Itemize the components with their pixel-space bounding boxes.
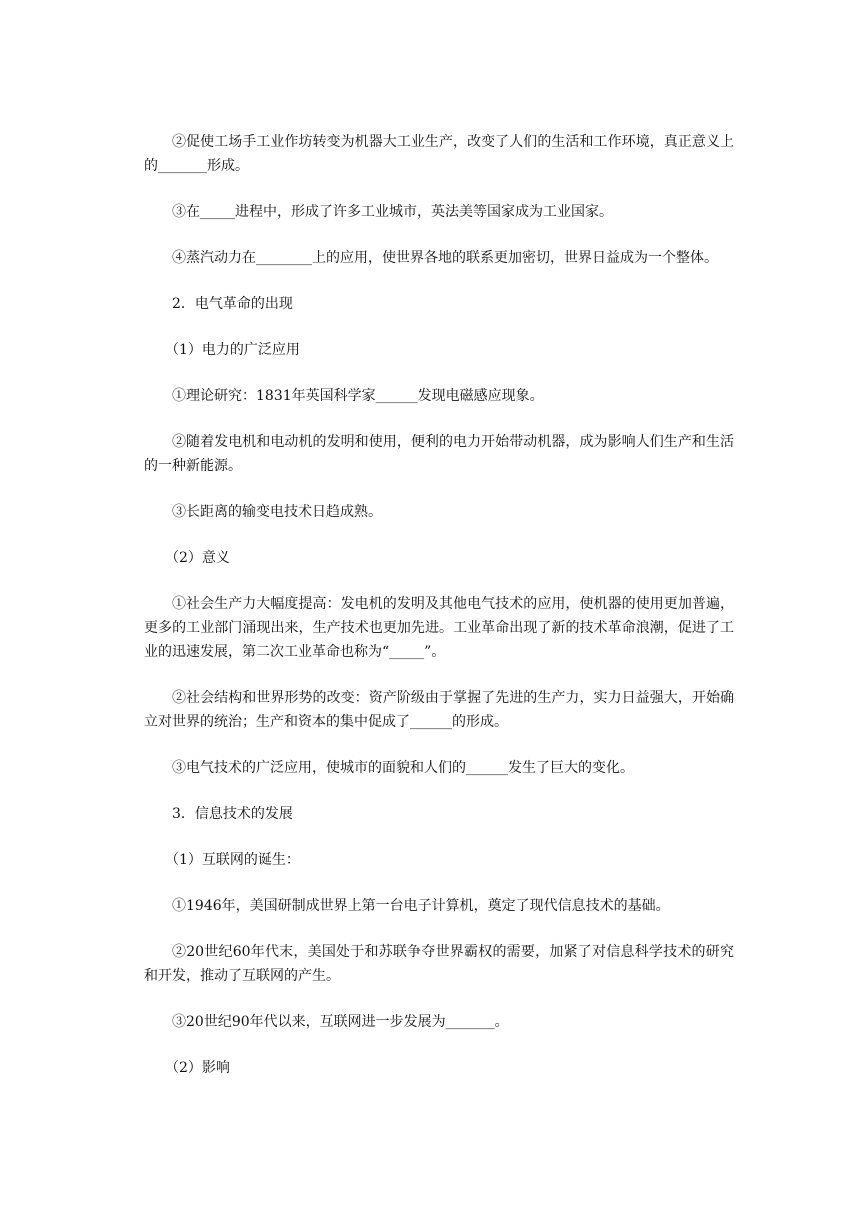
subsection-heading-internet-birth: （1）互联网的诞生： — [165, 852, 300, 868]
paragraph-social-structure: ②社会结构和世界形势的改变：资产阶级由于掌握了先进的生产力，实力日益强大，开始确立对世界的统治；生产和资本的集中促成了______的形成。 — [144, 690, 734, 730]
paragraph-internet-development: ③20世纪90年代以来，互联网进一步发展为_______。 — [172, 1014, 509, 1030]
paragraph-internet-origin: ②20世纪60年代末，美国处于和苏联争夺世界霸权的需要，加紧了对信息科学技术的研究和开发，推动了互联网的产生。 — [144, 944, 734, 984]
section-heading-information-technology: 3．信息技术的发展 — [172, 806, 293, 822]
paragraph-factory-transformation: ②促使工场手工业作坊转变为机器大工业生产，改变了人们的生活和工作环境，真正意义上的_______形成。 — [144, 134, 734, 174]
paragraph-transmission: ③长距离的输变电技术日趋成熟。 — [172, 504, 382, 520]
section-heading-electric-revolution: 2．电气革命的出现 — [172, 296, 293, 312]
subsection-heading-significance: （2）意义 — [165, 550, 230, 566]
paragraph-theory-research: ①理论研究：1831年英国科学家______发现电磁感应现象。 — [172, 388, 544, 404]
subsection-heading-influence: （2）影响 — [165, 1060, 230, 1076]
subsection-heading-electricity-use: （1）电力的广泛应用 — [165, 342, 300, 358]
document-body — [144, 130, 734, 1102]
paragraph-city-changes: ③电气技术的广泛应用，使城市的面貌和人们的______发生了巨大的变化。 — [172, 760, 634, 776]
paragraph-first-computer: ①1946年，美国研制成世界上第一台电子计算机，奠定了现代信息技术的基础。 — [172, 898, 670, 914]
paragraph-generator-motor: ②随着发电机和电动机的发明和使用，便利的电力开始带动机器，成为影响人们生产和生活的一种新能源。 — [144, 434, 734, 474]
paragraph-steam-power: ④蒸汽动力在________上的应用，使世界各地的联系更加密切，世界日益成为一个整体。 — [172, 250, 718, 266]
paragraph-industrial-cities: ③在_____进程中，形成了许多工业城市，英法美等国家成为工业国家。 — [172, 204, 613, 220]
paragraph-productivity: ①社会生产力大幅度提高：发电机的发明及其他电气技术的应用，使机器的使用更加普遍，更多的工业部门涌现出来，生产技术也更加先进。工业革命出现了新的技术革命浪潮，促进了工业的迅速发展，第二次工业革命也称为“_____”。 — [144, 596, 734, 660]
